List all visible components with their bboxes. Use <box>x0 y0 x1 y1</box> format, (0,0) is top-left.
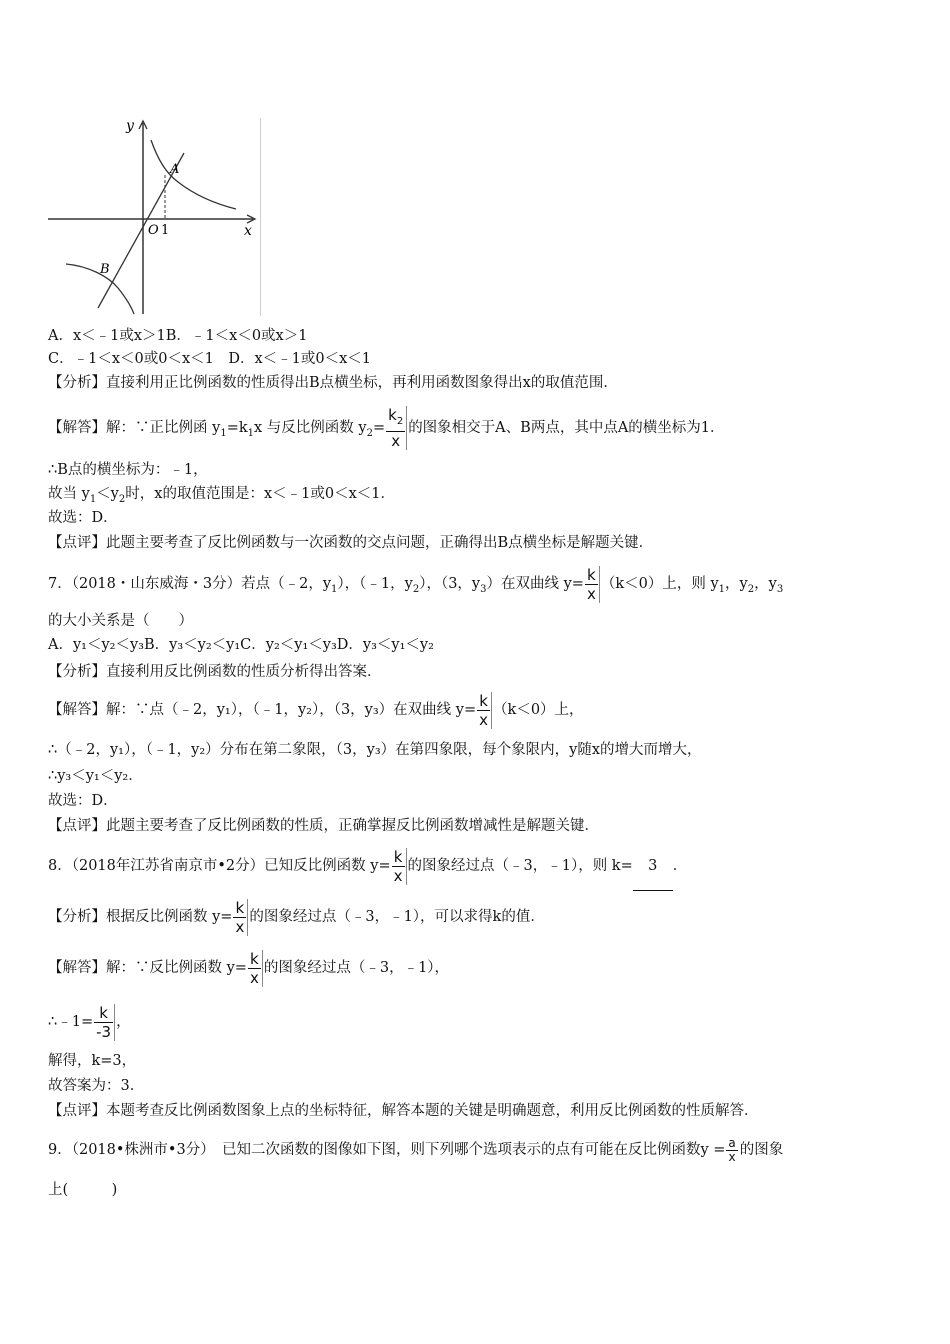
q8-solve: 解得，k=3， <box>48 1053 137 1069</box>
q8-fraction <box>392 848 407 885</box>
q8-stem-text: 8．（2018年江苏省南京市•2分）已知反比例函数 y= <box>48 858 391 874</box>
q6-fraction <box>386 406 407 450</box>
q6-frac-num-sub: 2 <box>396 416 404 427</box>
q8-solution <box>48 944 449 992</box>
q6-range-text: 故当 y <box>48 486 90 502</box>
q6-sol-sub: 1 <box>220 427 227 439</box>
q6-sol-text: 【解答】解：∵正比例函 y <box>48 420 221 436</box>
x-axis-label: x <box>244 223 252 239</box>
q7-sub: 2 <box>747 583 755 595</box>
q8-eq-fraction <box>94 1004 115 1041</box>
q7-stem-text: ，y <box>725 576 748 592</box>
q7-sub: 1 <box>718 583 726 595</box>
q6-comment: 【点评】此题主要考查了反比例函数与一次函数的交点问题，正确得出B点横坐标是解题关键． <box>48 535 654 551</box>
q6-sol-text: = <box>372 420 386 436</box>
q8-analysis-text: 的图象经过点（﹣3，﹣1），可以求得k的值． <box>249 909 545 925</box>
q8-analysis-text: 【分析】根据反比例函数 y= <box>48 909 233 925</box>
q7-comment: 【点评】此题主要考查了反比例函数的性质，正确掌握反比例函数增减性是解题关键． <box>48 818 599 834</box>
q6-solution <box>48 404 725 458</box>
q7-quadrant-line: ∴（﹣2，y₁），（﹣1，y₂）分布在第二象限，（3，y₃）在第四象限，每个象限内，y随x的增大而增大， <box>48 742 702 758</box>
q9-stem <box>48 1128 783 1172</box>
q8-stem-text: 的图象经过点（﹣3，﹣1），则 k= <box>407 858 633 874</box>
q8-eq-text: ∴﹣1= <box>48 1014 94 1030</box>
q6-range-sub: 2 <box>118 493 126 505</box>
q6-range-text: 时，x的取值范围是：x＜﹣1或0＜x＜1． <box>125 486 395 502</box>
function-graph-figure <box>48 118 261 316</box>
q8-analysis-fraction <box>233 899 248 936</box>
q7-sub: 1 <box>331 583 338 595</box>
graph-svg <box>48 118 260 316</box>
q6-choice: 故选：D． <box>48 510 118 526</box>
q7-sol-fraction <box>477 692 492 729</box>
q7-sub: 3 <box>480 583 487 595</box>
q6-sol-text: x 与反比例函数 y <box>254 420 367 436</box>
q7-sol-frac-num: k <box>477 692 490 711</box>
q8-equation <box>48 998 131 1046</box>
q9-fraction <box>726 1137 738 1164</box>
q8-analysis-frac-num: k <box>233 899 246 918</box>
q8-frac-num: k <box>392 848 405 867</box>
q7-stem-line2: 的大小关系是（ ） <box>48 613 193 629</box>
q8-stem <box>48 842 687 891</box>
q7-frac-num: k <box>585 566 598 585</box>
q8-answer-line: 故答案为：3． <box>48 1078 145 1094</box>
q6-frac-num: k <box>388 406 397 424</box>
tick-label-one: 1 <box>161 223 170 238</box>
q7-sol-frac-den: x <box>479 710 489 729</box>
q8-stem-text: ． <box>672 858 688 874</box>
origin-label: O <box>148 223 159 238</box>
q8-frac-den: x <box>393 866 403 885</box>
q6-options-line2: C．﹣1＜x＜0或0＜x＜1 D．x＜﹣1或0＜x＜1 <box>48 351 372 367</box>
q9-stem-text: 的图象 <box>739 1142 784 1158</box>
q7-stem-text: （k＜0）上，则 y <box>600 576 719 592</box>
q6-range-line <box>48 484 395 510</box>
q6-analysis: 【分析】直接利用正比例函数的性质得出B点横坐标，再利用函数图象得出x的取值范围． <box>48 375 618 391</box>
q9-frac-den: x <box>728 1149 736 1164</box>
q7-fraction <box>585 566 600 603</box>
q7-stem-text: ），（﹣1，y <box>337 576 413 592</box>
point-a-label: A <box>170 162 180 177</box>
q8-eq-text: ， <box>116 1014 131 1030</box>
q7-analysis: 【分析】直接利用反比例函数的性质分析得出答案． <box>48 664 382 680</box>
q7-stem-text: ，y <box>754 576 777 592</box>
q6-sol-text: =k <box>226 420 248 436</box>
q8-analysis <box>48 893 545 941</box>
q7-sol-text: （k＜0）上， <box>493 702 584 718</box>
q7-order-line: ∴y₃＜y₁＜y₂． <box>48 768 143 784</box>
point-b-label: B <box>100 262 110 277</box>
q7-solution <box>48 686 584 734</box>
q6-frac-den: x <box>391 432 401 450</box>
q6-b-line: ∴B点的横坐标为：﹣1， <box>48 462 208 478</box>
q6-sol-sub: 1 <box>247 427 254 439</box>
q8-answer-blank: 3 <box>633 842 673 891</box>
y-axis-label: y <box>126 118 134 134</box>
q7-sol-text: 【解答】解：∵点（﹣2，y₁），（﹣1，y₂），（3，y₃）在双曲线 y= <box>48 702 477 718</box>
q8-sol-frac-den: x <box>249 968 259 987</box>
q8-eq-frac-num: k <box>94 1004 113 1023</box>
q8-comment: 【点评】本题考查反比例函数图象上点的坐标特征，解答本题的关键是明确题意，利用反比例函数的性质解答． <box>48 1103 759 1119</box>
hyperbola-branch-first <box>151 140 236 209</box>
q7-stem <box>48 560 783 614</box>
q8-analysis-frac-den: x <box>235 917 245 936</box>
q8-sol-text: 【解答】解：∵反比例函数 y= <box>48 960 247 976</box>
q7-stem-text: ）在双曲线 y= <box>486 576 584 592</box>
q7-sub: 2 <box>412 583 420 595</box>
q7-choice: 故选：D． <box>48 793 118 809</box>
q7-options: A．y₁＜y₂＜y₃B．y₃＜y₂＜y₁C．y₂＜y₁＜y₃D．y₃＜y₁＜y₂ <box>48 637 434 653</box>
q6-options-line1: A．x＜﹣1或x＞1B．﹣1＜x＜0或x＞1 <box>48 328 308 344</box>
q9-frac-num: a <box>728 1135 736 1150</box>
q8-sol-text: 的图象经过点（﹣3，﹣1）， <box>263 960 450 976</box>
q8-sol-fraction <box>248 950 263 987</box>
q7-stem-text: 7．（2018・山东威海・3分）若点（﹣2，y <box>48 576 332 592</box>
q6-range-text: ＜y <box>96 486 119 502</box>
q6-sol-sub: 2 <box>366 427 373 439</box>
q8-eq-frac-den: -3 <box>96 1022 112 1041</box>
q6-sol-text: 的图象相交于A、B两点，其中点A的横坐标为1． <box>408 420 725 436</box>
q6-range-sub: 1 <box>89 493 97 505</box>
q7-frac-den: x <box>586 584 596 603</box>
q7-sub: 3 <box>776 583 784 595</box>
q9-stem-line2: 上( ) <box>48 1182 118 1198</box>
q8-sol-frac-num: k <box>248 950 261 969</box>
q7-stem-text: ），（3，y <box>419 576 481 592</box>
q9-stem-text: 9．（2018•株洲市•3分） 已知二次函数的图像如下图，则下列哪个选项表示的点有可能在反比例函数y = <box>48 1142 726 1158</box>
